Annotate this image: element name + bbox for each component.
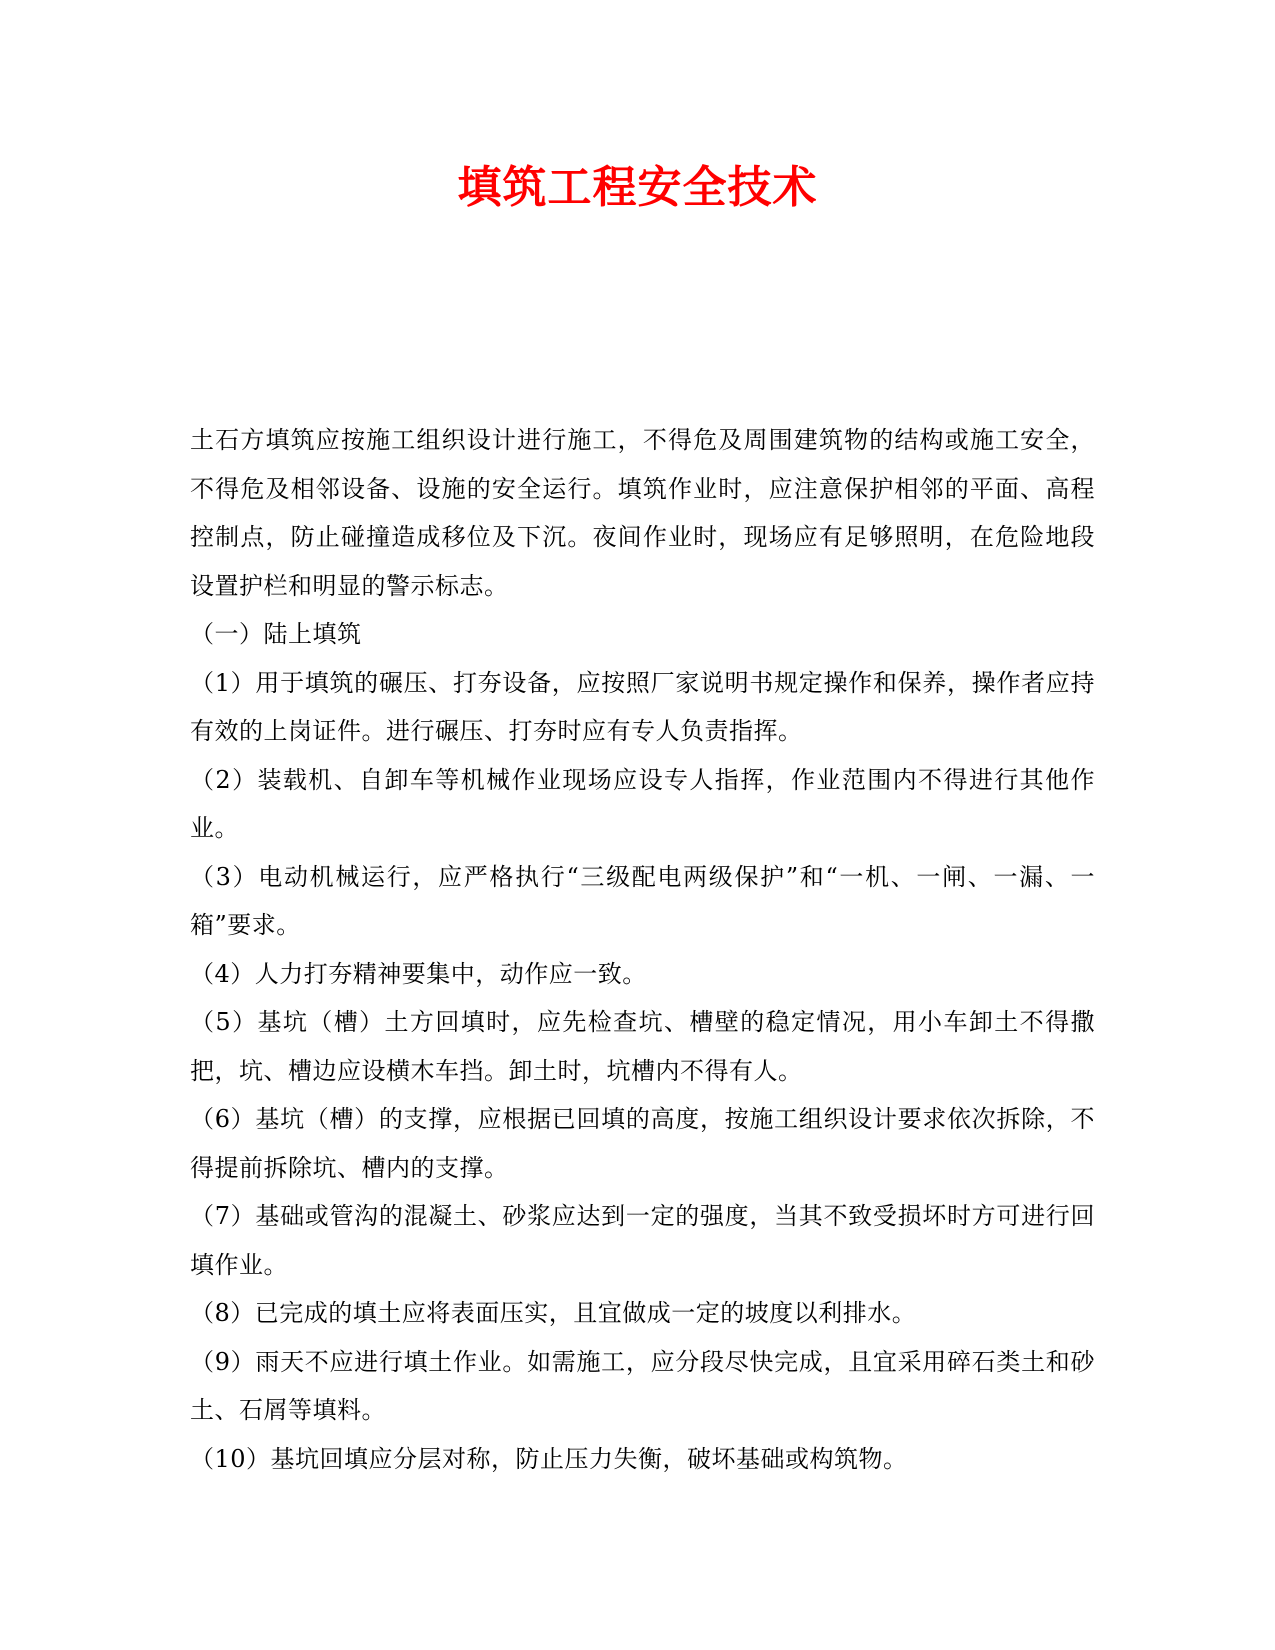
list-item: （3）电动机械运行，应严格执行“三级配电两级保护”和“一机、一闸、一漏、一箱”要求。 bbox=[190, 862, 1095, 939]
section-heading: （一）陆上填筑 bbox=[190, 620, 362, 648]
list-item: （10）基坑回填应分层对称，防止压力失衡，破坏基础或构筑物。 bbox=[190, 1444, 908, 1473]
list-item: （4）人力打夯精神要集中，动作应一致。 bbox=[190, 959, 647, 988]
list-item: （2）装载机、自卸车等机械作业现场应设专人指挥，作业范围内不得进行其他作业。 bbox=[190, 765, 1095, 842]
list-item: （5）基坑（槽）土方回填时，应先检查坑、槽壁的稳定情况，用小车卸土不得撒把，坑、槽边应设横木车挡。卸土时，坑槽内不得有人。 bbox=[190, 1008, 1095, 1085]
list-item: （6）基坑（槽）的支撑，应根据已回填的高度，按施工组织设计要求依次拆除，不得提前拆除坑、槽内的支撑。 bbox=[190, 1105, 1095, 1182]
list-item: （1）用于填筑的碾压、打夯设备，应按照厂家说明书规定操作和保养，操作者应持有效的上岗证件。进行碾压、打夯时应有专人负责指挥。 bbox=[190, 668, 1095, 745]
document-title: 填筑工程安全技术 bbox=[457, 162, 818, 213]
list-item: （9）雨天不应进行填土作业。如需施工，应分段尽快完成，且宜采用碎石类土和砂土、石屑等填料。 bbox=[190, 1347, 1095, 1424]
list-item: （7）基础或管沟的混凝土、砂浆应达到一定的强度，当其不致受损坏时方可进行回填作业。 bbox=[190, 1202, 1095, 1279]
list-item: （8）已完成的填土应将表面压实，且宜做成一定的坡度以利排水。 bbox=[190, 1299, 917, 1327]
intro-paragraph: 土石方填筑应按施工组织设计进行施工，不得危及周围建筑物的结构或施工安全，不得危及相邻设备、设施的安全运行。填筑作业时，应注意保护相邻的平面、高程控制点，防止碰撞造成移位及下沉。夜间作业时，现场应有足够照明，在危险地段设置护栏和明显的警示标志。 bbox=[190, 426, 1095, 600]
document-body bbox=[190, 416, 1095, 1483]
